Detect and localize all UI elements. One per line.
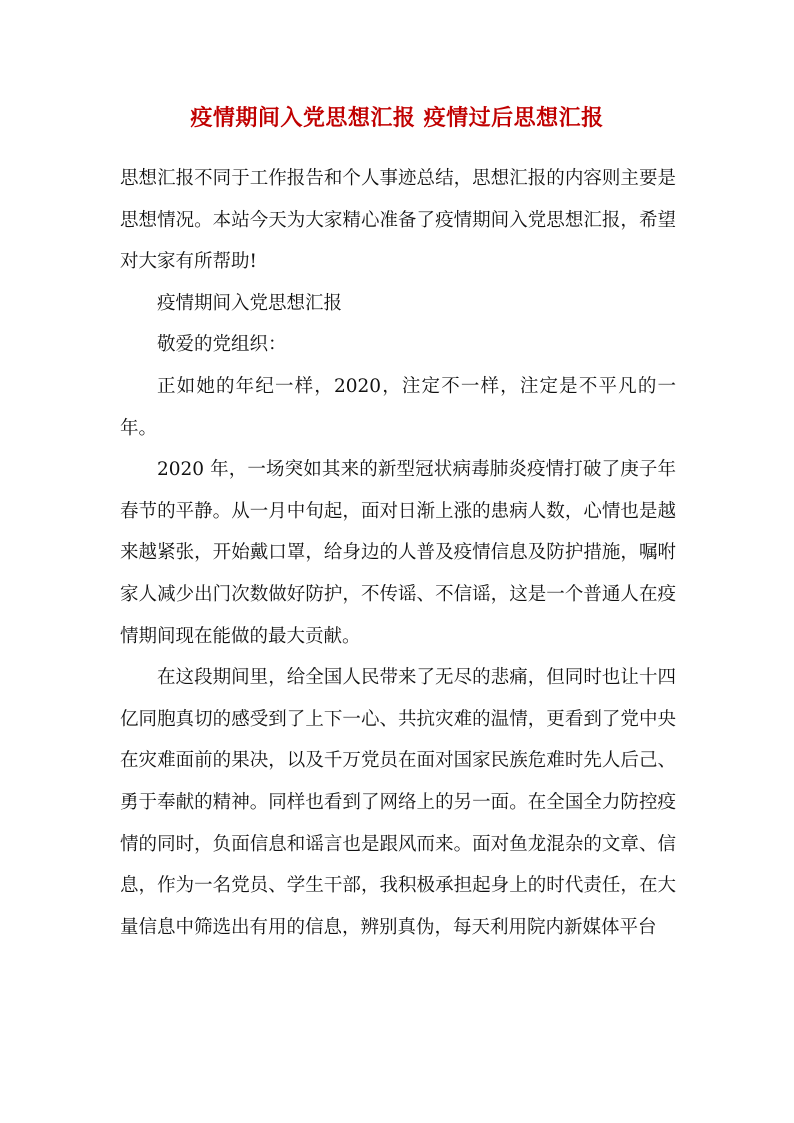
body-paragraph: 正如她的年纪一样，2020，注定不一样，注定是不平凡的一年。 [120,375,676,439]
body-paragraph: 在这段期间里，给全国人民带来了无尽的悲痛，但同时也让十四亿同胞真切的感受到了上下一心、共抗灾难的温情，更看到了党中央在灾难面前的果决，以及千万党员在面对国家民族危难时先人后己、勇于奉献的精神。同样也看到了网络上的另一面。在全国全力防控疫情的同时，负面信息和谣言也是跟风而来。面对鱼龙混杂的文章、信息，作为一名党员、学生干部，我积极承担起身上的时代责任，在大量信息中筛选出有用的信息，辨别真伪，每天利用院内新媒体平台 [120,667,676,938]
document-title: 疫情期间入党思想汇报 疫情过后思想汇报 [190,105,604,131]
body-paragraph: 2020 年，一场突如其来的新型冠状病毒肺炎疫情打破了庚子年春节的平静。从一月中旬起，面对日渐上涨的患病人数，心情也是越来越紧张，开始戴口罩，给身边的人普及疫情信息及防护措施，嘱咐家人减少出门次数做好防护，不传谣、不信谣，这是一个普通人在疫情期间现在能做的最大贡献。 [120,459,676,647]
intro-paragraph: 思想汇报不同于工作报告和个人事迹总结，思想汇报的内容则主要是思想情况。本站今天为大家精心准备了疫情期间入党思想汇报，希望对大家有所帮助! [120,168,676,273]
section-heading: 疫情期间入党思想汇报 [157,292,343,314]
salutation: 敬爱的党组织： [157,334,287,356]
document-body [120,158,676,948]
